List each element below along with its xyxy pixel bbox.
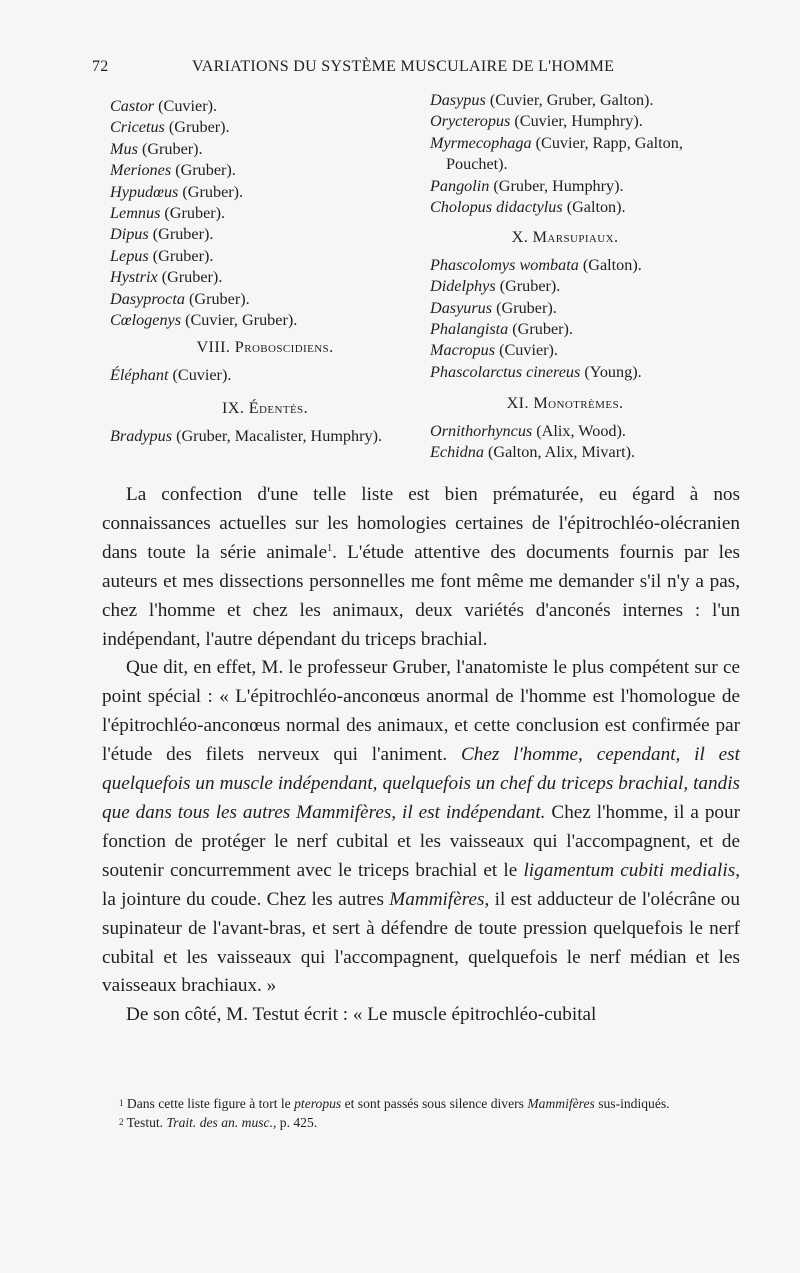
- fn1-italic-1: pteropus: [294, 1096, 342, 1111]
- species-entry: [430, 421, 700, 442]
- species-authors: (Young).: [580, 362, 642, 381]
- p2-italic-3: Mammifères: [389, 888, 485, 910]
- species-name: Orycteropus: [430, 112, 511, 131]
- right-entries-b: [430, 255, 700, 383]
- paragraph-2: [102, 654, 740, 1001]
- species-name: Cricetus: [110, 118, 165, 137]
- footnotes: [107, 1094, 747, 1132]
- species-name: Echidna: [430, 443, 484, 462]
- section-heading-x: X. Marsupiaux.: [511, 228, 619, 247]
- species-authors: (Gruber).: [495, 277, 561, 296]
- species-authors: (Gruber, Macalister, Humphry).: [172, 426, 383, 445]
- fn1-italic-2: Mammifères: [527, 1096, 595, 1111]
- species-authors: (Gruber).: [148, 225, 214, 244]
- fn2-text-a: Testut.: [123, 1115, 167, 1130]
- right-entries-c: [430, 421, 700, 464]
- species-name: Macropus: [430, 341, 496, 360]
- species-entry: [110, 310, 420, 331]
- paragraph-1: [102, 481, 740, 654]
- species-entry: [430, 298, 700, 319]
- species-name: Éléphant: [110, 365, 169, 384]
- species-entry: [430, 319, 700, 340]
- species-authors: (Cuvier).: [168, 365, 232, 384]
- species-entry: [110, 182, 420, 203]
- species-list-left-column: [110, 96, 420, 447]
- species-name: Castor: [110, 97, 155, 115]
- species-authors: (Gruber).: [137, 139, 203, 158]
- species-authors: (Gruber).: [178, 182, 244, 201]
- footnote-1-mark: 1: [119, 1098, 124, 1108]
- species-entry: [430, 197, 700, 218]
- species-authors: (Gruber).: [164, 118, 230, 137]
- species-name: Cholopus didactylus: [430, 198, 563, 217]
- footnote-ref-1[interactable]: 1: [327, 542, 333, 554]
- p2-text-c: , la jointure du coude. Chez les autres: [102, 859, 740, 910]
- species-entry: [430, 276, 700, 297]
- species-authors: (Gruber).: [157, 268, 223, 287]
- footnote-2-mark: 2: [119, 1117, 124, 1127]
- species-entry: [430, 442, 700, 463]
- species-entry: [110, 160, 420, 181]
- section-heading-ix: IX. Édentés.: [221, 399, 309, 418]
- page-number: 72: [92, 58, 109, 75]
- species-authors: (Gruber).: [184, 289, 250, 308]
- species-entry: [110, 139, 420, 160]
- species-name: Ornithorhyncus: [430, 421, 533, 440]
- species-name: Dasyprocta: [110, 289, 185, 308]
- species-entry: [110, 224, 420, 245]
- species-authors: (Alix, Wood).: [532, 421, 626, 440]
- species-name: Dasyurus: [430, 298, 493, 317]
- species-authors: (Gruber).: [148, 246, 214, 265]
- species-entry: [430, 340, 700, 361]
- species-name: Myrmecophaga: [430, 133, 532, 152]
- footnote-1: [107, 1094, 747, 1113]
- species-authors: (Gruber).: [508, 320, 573, 339]
- species-authors: (Gruber).: [160, 204, 226, 223]
- p2-italic-2: ligamentum cubiti medialis: [523, 859, 736, 881]
- species-entry: [110, 289, 420, 310]
- left-entries-b: [110, 365, 420, 386]
- p2-italic-1: Chez l'homme, cependant, il est quelquefois un muscle indépendant, quelquefois un chef du triceps brachial, tandis que dans tous les autres Mammifères, il est indépendant.: [102, 744, 740, 823]
- p1-text-b: . L'étude attentive des documents fournis par les auteurs et mes dissections personnelles me font même me demander s'il n'y a pas, chez l'homme et chez les animaux, deux variétés d'anconés internes : l'un indépendant, l'autre dépendant du triceps brachial.: [102, 541, 740, 650]
- species-name: Bradypus: [110, 426, 173, 445]
- body-text: [102, 481, 740, 1030]
- section-heading-viii: VIII. Proboscidiens.: [196, 338, 334, 357]
- species-authors: (Gruber, Humphry).: [489, 176, 624, 195]
- species-authors: (Gruber).: [492, 298, 557, 317]
- species-authors: (Cuvier).: [154, 97, 218, 115]
- species-entry: [110, 365, 420, 386]
- species-name: Lemnus: [110, 204, 161, 223]
- left-entries-c: [110, 426, 420, 447]
- species-entry: [110, 96, 420, 117]
- p2-text-a: Que dit, en effet, M. le professeur Gruber, l'anatomiste le plus compétent sur ce point spécial : « L'épitrochléo-anconœus anormal de l'homme est l'homologue de l'épitrochléo-anconœus normal des animaux, et cette conclusion est confirmée par l'étude des filets nerveux qui l'animent.: [102, 657, 740, 766]
- species-name: Meriones: [110, 161, 172, 180]
- species-name: Dasypus: [430, 91, 486, 109]
- species-name: Cœlogenys: [110, 311, 182, 330]
- fn2-text-b: , p. 425.: [272, 1115, 318, 1130]
- species-entry: [110, 203, 420, 224]
- species-name: Lepus: [110, 246, 149, 265]
- species-entry: [430, 133, 700, 176]
- species-entry: [110, 246, 420, 267]
- species-entry: [430, 90, 700, 111]
- footnote-2: [107, 1113, 747, 1132]
- species-authors: (Galton).: [578, 255, 642, 274]
- species-name: Phascolomys wombata: [430, 255, 579, 274]
- fn1-text-b: et sont passés sous silence divers: [341, 1096, 528, 1111]
- species-authors: (Gruber).: [171, 161, 236, 180]
- fn2-italic: Trait. des an. musc.: [166, 1115, 273, 1130]
- running-title: VARIATIONS DU SYSTÈME MUSCULAIRE DE L'HOMME: [192, 58, 615, 75]
- species-name: Hypudœus: [110, 182, 179, 201]
- species-entry: [430, 255, 700, 276]
- fn1-text-c: sus-indiqués.: [594, 1096, 670, 1111]
- species-entry: [110, 267, 420, 288]
- species-authors: (Cuvier, Gruber).: [181, 311, 298, 330]
- right-entries-a: [430, 90, 700, 218]
- species-name: Mus: [110, 139, 138, 158]
- species-authors: (Galton).: [562, 198, 626, 217]
- species-authors: (Cuvier, Gruber, Galton).: [485, 91, 654, 109]
- species-entry: [110, 117, 420, 138]
- section-heading-xi: XI. Monotrèmes.: [506, 394, 624, 413]
- species-authors: (Cuvier).: [495, 341, 558, 360]
- species-entry: [430, 362, 700, 383]
- paragraph-3: De son côté, M. Testut écrit : « Le muscle épitrochléo-cubital: [126, 1004, 597, 1026]
- p2-text-d: , il est adducteur de l'olécrâne ou supinateur de l'avant-bras, et sert à défendre de toute pression quelquefois le nerf cubital et les vaisseaux qui l'accompagnent, quelquefois le nerf médian et les vaisseaux brachiaux. »: [102, 888, 740, 997]
- p1-text-a: La confection d'une telle liste est bien prématurée, eu égard à nos connaissances actuelles sur les homologies certaines de l'épitrochléo-olécranien dans toute la série animale: [102, 484, 740, 563]
- species-list-right-column: [430, 90, 700, 464]
- p2-text-b: Chez l'homme, il a pour fonction de protéger le nerf cubital et les vaisseaux qui l'accompagnent, et de soutenir concurremment avec le triceps brachial et le: [102, 801, 740, 881]
- fn1-text-a: Dans cette liste figure à tort le: [123, 1096, 295, 1111]
- species-authors: (Cuvier, Humphry).: [510, 112, 643, 131]
- species-name: Phalangista: [430, 320, 509, 339]
- species-authors: (Cuvier, Rapp, Galton, Pouchet).: [446, 133, 683, 174]
- species-name: Hystrix: [110, 268, 158, 287]
- species-entry: [430, 176, 700, 197]
- species-entry: [110, 426, 420, 447]
- species-name: Pangolin: [430, 176, 490, 195]
- species-authors: (Galton, Alix, Mivart).: [483, 443, 636, 462]
- left-entries-a: [110, 96, 420, 331]
- species-name: Dipus: [110, 225, 149, 244]
- species-name: Didelphys: [430, 277, 496, 296]
- species-name: Phascolarctus cinereus: [430, 362, 581, 381]
- species-entry: [430, 111, 700, 132]
